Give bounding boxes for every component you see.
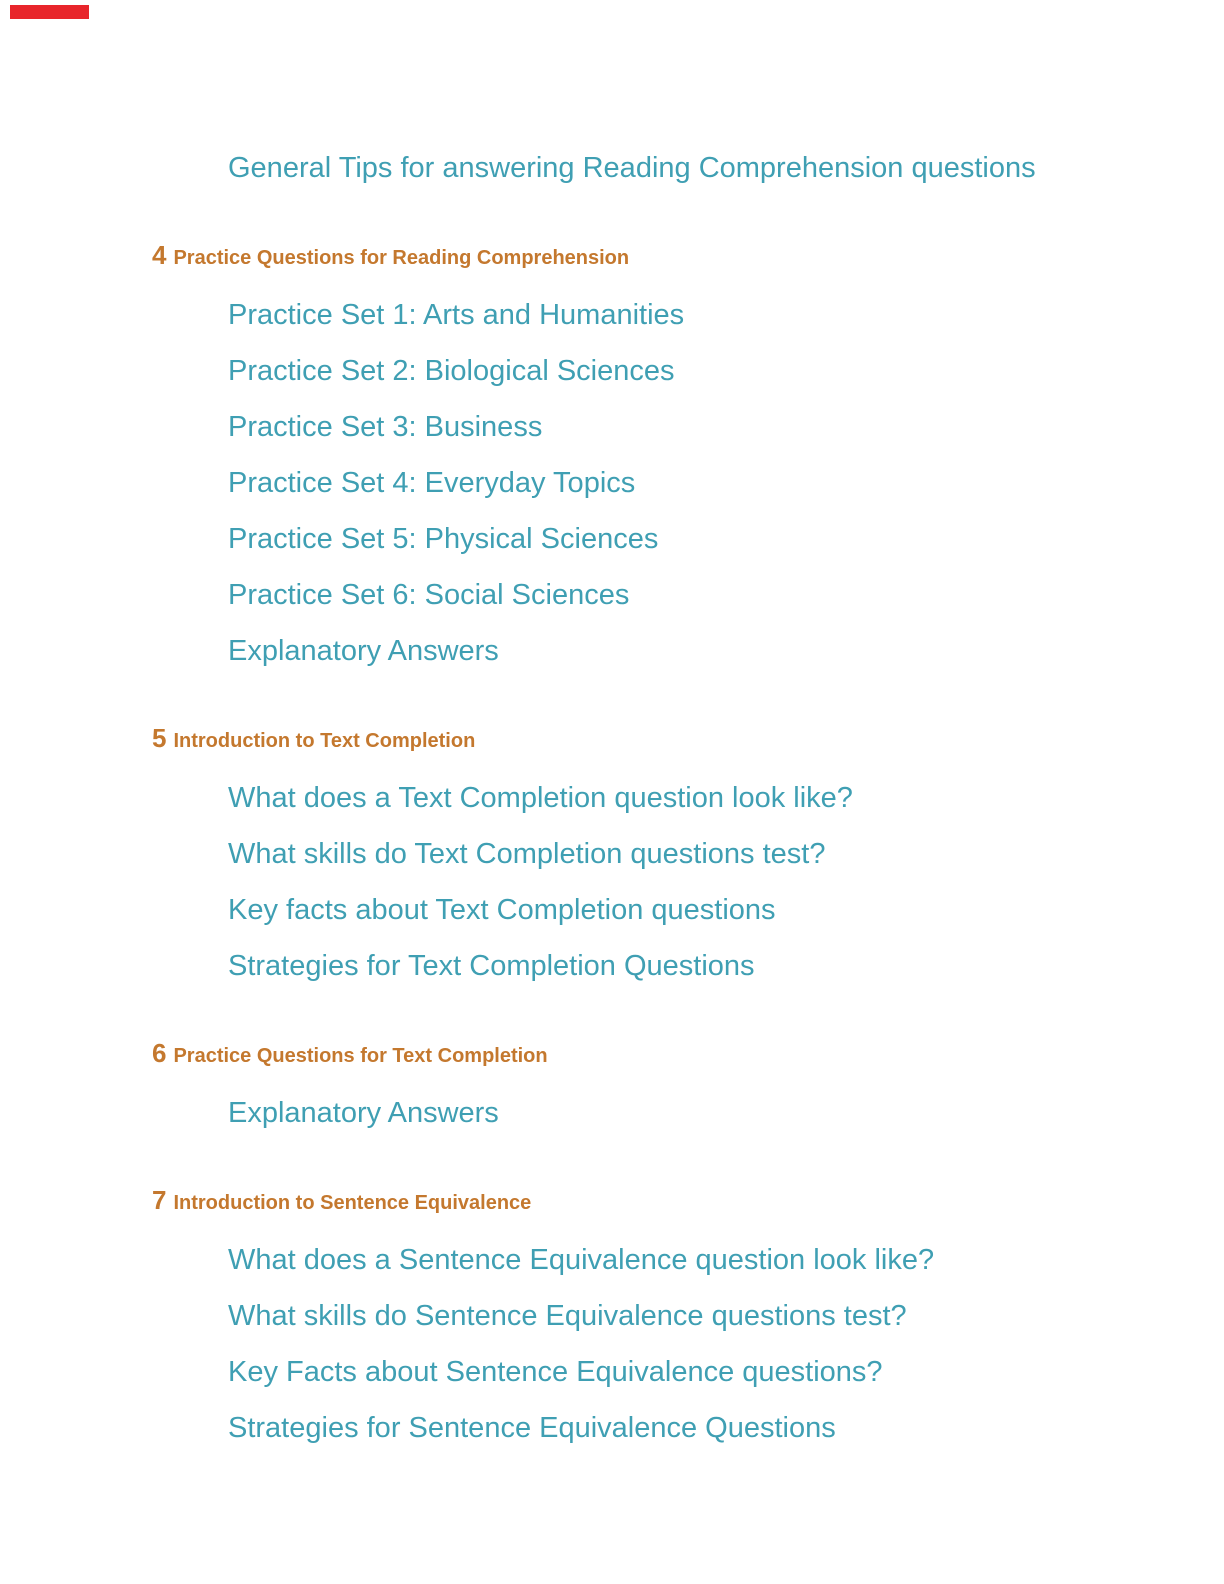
chapter-number: 4 — [152, 240, 167, 270]
chapter-title: Introduction to Text Completion — [173, 730, 476, 752]
chapter-number: 5 — [152, 723, 167, 753]
toc-link[interactable]: Practice Set 4: Everyday Topics — [228, 467, 636, 499]
chapter-number: 7 — [152, 1185, 167, 1215]
toc-link[interactable]: What does a Text Completion question look like? — [228, 782, 853, 814]
toc-link[interactable]: Explanatory Answers — [228, 1097, 499, 1129]
toc-chapter-5[interactable] — [152, 723, 1224, 758]
toc-link[interactable]: Practice Set 1: Arts and Humanities — [228, 299, 685, 331]
chapter-number: 6 — [152, 1038, 167, 1068]
chapter-title: Practice Questions for Reading Comprehension — [173, 247, 630, 269]
chapter-title: Practice Questions for Text Completion — [173, 1045, 548, 1067]
toc-link[interactable]: Practice Set 3: Business — [228, 411, 543, 443]
toc-link-general-tips[interactable]: General Tips for answering Reading Comprehension questions — [228, 152, 1036, 184]
toc-link[interactable]: Practice Set 2: Biological Sciences — [228, 355, 675, 387]
toc-link[interactable]: Key facts about Text Completion questions — [228, 894, 776, 926]
chapter-title: Introduction to Sentence Equivalence — [173, 1192, 532, 1214]
red-bar-marker — [10, 5, 89, 19]
toc-link[interactable]: Strategies for Sentence Equivalence Questions — [228, 1412, 836, 1444]
toc-chapter-4[interactable] — [152, 240, 1224, 275]
toc-link[interactable]: Key Facts about Sentence Equivalence questions? — [228, 1356, 883, 1388]
toc-link[interactable]: Practice Set 5: Physical Sciences — [228, 523, 659, 555]
toc-chapter-6[interactable] — [152, 1038, 1224, 1073]
toc-link[interactable]: Explanatory Answers — [228, 635, 499, 667]
toc-link[interactable]: Practice Set 6: Social Sciences — [228, 579, 630, 611]
toc-chapter-7[interactable] — [152, 1185, 1224, 1220]
toc-link[interactable]: Strategies for Text Completion Questions — [228, 950, 755, 982]
toc-link[interactable]: What does a Sentence Equivalence question look like? — [228, 1244, 935, 1276]
toc-link[interactable]: What skills do Text Completion questions test? — [228, 838, 826, 870]
toc-link[interactable]: What skills do Sentence Equivalence questions test? — [228, 1300, 907, 1332]
